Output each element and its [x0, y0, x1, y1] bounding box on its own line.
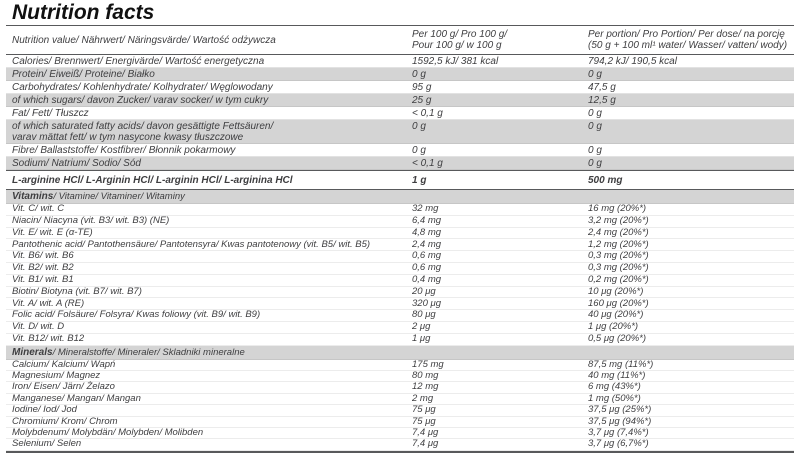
- row-label-text: of which sugars/ davon Zucker/ varav socker/ w tym cukry: [12, 94, 269, 106]
- row-label: [6, 158, 412, 169]
- row-label: [6, 69, 412, 80]
- per-100g-value: 12 mg: [412, 381, 439, 393]
- table-row: [6, 310, 794, 322]
- per-portion-value: 0,2 mg (20%*): [588, 273, 649, 285]
- table-row: [6, 394, 794, 405]
- header-per-portion-line2: (50 g + 100 ml¹ water/ Wasser/ vatten/ wody): [588, 40, 788, 51]
- table-row: [6, 251, 794, 263]
- table-row: [6, 81, 794, 94]
- row-label: [6, 299, 412, 310]
- per-portion-value: 160 μg (20%*): [588, 297, 649, 309]
- row-label: [6, 175, 412, 186]
- per-100g-value: 80 μg: [412, 309, 436, 321]
- per-portion-value: 47,5 g: [588, 81, 616, 93]
- per-100g-value: 0 g: [412, 144, 426, 156]
- row-label-text: / Mineralstoffe/ Mineraler/ Skladniki mineralne: [52, 346, 245, 358]
- per-100g-value: 1 μg: [412, 332, 431, 344]
- row-label-text: Vit. C/ wit. C: [12, 203, 65, 215]
- per-100g-value: 7,4 μg: [412, 426, 439, 438]
- per-portion-value: 2,4 mg (20%*): [588, 226, 649, 238]
- per-100g-value: 0,6 mg: [412, 250, 442, 262]
- per-portion-value: 0 g: [588, 121, 602, 132]
- per-100g-value: 0 g: [412, 121, 426, 132]
- per-portion-value: 6 mg (43%*): [588, 381, 641, 393]
- row-label-text: Vit. B1/ wit. B1: [12, 273, 74, 285]
- header-per-100g-line2: Pour 100 g/ w 100 g: [412, 40, 502, 51]
- per-portion-value: 0 g: [588, 157, 602, 169]
- row-label: [6, 204, 412, 215]
- per-portion-value: 0,3 mg (20%*): [588, 262, 649, 274]
- per-portion-value: 3,2 mg (20%*): [588, 214, 649, 226]
- per-100g-value: 1 g: [412, 174, 427, 186]
- per-portion-value: 37,5 μg (94%*): [588, 415, 652, 427]
- row-label-text: Selenium/ Selen: [12, 438, 82, 450]
- per-portion-value: 3,7 μg (7,4%*): [588, 426, 649, 438]
- row-label: [6, 417, 412, 428]
- per-portion-value: 0,3 mg (20%*): [588, 250, 649, 262]
- row-label: [6, 310, 412, 321]
- row-label-text: Folic acid/ Folsäure/ Folsyra/ Kwas foliowy (vit. B9/ wit. B9): [12, 309, 261, 321]
- per-100g-value: 2,4 mg: [412, 238, 442, 250]
- row-label: [6, 191, 412, 202]
- per-100g-value: < 0,1 g: [412, 107, 443, 119]
- per-portion-value: 1,2 mg (20%*): [588, 238, 649, 250]
- row-label-text: Carbohydrates/ Kohlenhydrate/ Kolhydrater/ Węglowodany: [12, 81, 273, 93]
- per-portion-value: 1 mg (50%*): [588, 392, 641, 404]
- row-label: [6, 287, 412, 298]
- per-100g-value: 6,4 mg: [412, 214, 442, 226]
- per-100g-value: 175 mg: [412, 358, 444, 370]
- table-row: [6, 157, 794, 170]
- row-label: [6, 439, 412, 450]
- per-portion-value: 0 g: [588, 68, 602, 80]
- table-row: [6, 322, 794, 334]
- row-label-text: Chromium/ Krom/ Chrom: [12, 415, 118, 427]
- per-100g-value: 7,4 μg: [412, 438, 439, 450]
- row-label-text: Vit. B12/ wit. B12: [12, 332, 85, 344]
- per-portion-value: 10 μg (20%*): [588, 285, 644, 297]
- row-label-text: Niacin/ Niacyna (vit. B3/ wit. B3) (NE): [12, 214, 170, 226]
- header-nutrition-value: Nutrition value/ Nährwert/ Näringsvärde/ Wartość odżywcza: [12, 34, 276, 46]
- header-per-portion-line1: Per portion/ Pro Portion/ Per dose/ na porcję: [588, 29, 785, 40]
- row-label: [6, 108, 412, 119]
- table-row: [6, 120, 794, 144]
- per-100g-value: 320 μg: [412, 297, 441, 309]
- per-100g-value: 2 μg: [412, 321, 431, 333]
- row-label: [6, 121, 412, 143]
- per-portion-value: 37,5 μg (25%*): [588, 404, 652, 416]
- row-label-text: Magnesium/ Magnez: [12, 369, 101, 381]
- table-row: [6, 439, 794, 450]
- table-row: [6, 94, 794, 107]
- table-row: [6, 287, 794, 299]
- per-100g-value: 32 mg: [412, 203, 439, 215]
- row-label: [6, 334, 412, 345]
- table-row: [6, 216, 794, 228]
- table-row: [6, 371, 794, 382]
- per-100g-value: 0,4 mg: [412, 273, 442, 285]
- per-100g-value: 0 g: [412, 68, 426, 80]
- table-row: [6, 170, 794, 190]
- per-portion-value: 40 μg (20%*): [588, 309, 644, 321]
- row-label-text: Vit. A/ wit. A (RE): [12, 297, 85, 309]
- per-100g-value: 2 mg: [412, 392, 434, 404]
- nutrition-table: [6, 25, 794, 453]
- row-label: [6, 56, 412, 67]
- row-label-text: Iodine/ Iod/ Jod: [12, 404, 77, 416]
- per-portion-value: 0,5 μg (20%*): [588, 332, 647, 344]
- table-row: [6, 144, 794, 157]
- table-row: [6, 68, 794, 81]
- table-row: [6, 334, 794, 346]
- row-label: [6, 275, 412, 286]
- table-body: [6, 55, 794, 451]
- row-label: [6, 360, 412, 371]
- row-label-text: Calories/ Brennwert/ Energivärde/ Wartość energetyczna: [12, 55, 265, 67]
- per-100g-value: 0,6 mg: [412, 262, 442, 274]
- row-label: [6, 145, 412, 156]
- per-100g-value: 1592,5 kJ/ 381 kcal: [412, 55, 499, 67]
- row-label: [6, 394, 412, 405]
- row-label-text: Calcium/ Kalcium/ Wapń: [12, 358, 116, 370]
- row-label-text: Fibre/ Ballaststoffe/ Kostfibrer/ Błonnik pokarmowy: [12, 144, 236, 156]
- section-title: Minerals: [12, 346, 53, 358]
- row-label: [6, 95, 412, 106]
- table-header-row: [6, 26, 794, 55]
- row-label: [6, 405, 412, 416]
- per-100g-value: 25 g: [412, 94, 432, 106]
- row-label-text: Manganese/ Mangan/ Mangan: [12, 392, 141, 404]
- row-label: [6, 240, 412, 251]
- row-label: [6, 371, 412, 382]
- row-label-text: L-arginine HCl/ L-Arginin HCl/ L-arginin HCl/ L-arginina HCl: [12, 174, 293, 186]
- row-label-text: Vit. B6/ wit. B6: [12, 250, 74, 262]
- per-100g-value: 20 μg: [412, 285, 436, 297]
- row-label-text: Pantothenic acid/ Pantothensäure/ Pantotensyra/ Kwas pantotenowy (vit. B5/ wit. B5): [12, 238, 371, 250]
- per-100g-value: < 0,1 g: [412, 157, 443, 169]
- row-label-line2: varav mättat fett/ w tym nasycone kwasy tłuszczowe: [12, 132, 244, 143]
- per-portion-value: 40 mg (11%*): [588, 369, 646, 381]
- row-label-text: Sodium/ Natrium/ Sodio/ Sód: [12, 157, 141, 169]
- row-label: [6, 82, 412, 93]
- row-label: [6, 251, 412, 262]
- table-row: [6, 239, 794, 251]
- row-label-text: Biotin/ Biotyna (vit. B7/ wit. B7): [12, 285, 142, 297]
- table-row: [6, 107, 794, 120]
- row-label-text: Vit. B2/ wit. B2: [12, 262, 74, 274]
- section-header-row: [6, 190, 794, 204]
- header-per-100g: [412, 29, 588, 51]
- row-label: [6, 347, 412, 358]
- table-row: [6, 428, 794, 439]
- row-label: [6, 263, 412, 274]
- per-portion-value: 0 g: [588, 107, 602, 119]
- table-row: [6, 405, 794, 416]
- row-label-text: of which saturated fatty acids/ davon gesättigte Fettsäuren/: [12, 121, 274, 132]
- row-label-text: / Vitamine/ Vitaminer/ Witaminy: [53, 191, 185, 202]
- table-row: [6, 55, 794, 68]
- per-100g-value: 75 μg: [412, 415, 436, 427]
- header-per-100g-line1: Per 100 g/ Pro 100 g/: [412, 29, 508, 40]
- row-label: [6, 428, 412, 439]
- per-portion-value: 16 mg (20%*): [588, 203, 647, 215]
- table-row: [6, 263, 794, 275]
- row-label-text: Fat/ Fett/ Tłuszcz: [12, 107, 89, 119]
- row-label-text: Vit. E/ wit. E (α-TE): [12, 226, 93, 238]
- per-100g-value: 95 g: [412, 81, 432, 93]
- row-label: [6, 382, 412, 393]
- per-portion-value: 87,5 mg (11%*): [588, 358, 654, 370]
- row-label-text: Molybdenum/ Molybdän/ Molybden/ Molibden: [12, 426, 204, 438]
- section-header-row: [6, 346, 794, 360]
- row-label: [6, 216, 412, 227]
- row-label-text: Protein/ Eiweiß/ Proteine/ Białko: [12, 68, 155, 80]
- row-label: [6, 322, 412, 333]
- table-row: [6, 360, 794, 371]
- per-100g-value: 80 mg: [412, 369, 439, 381]
- row-label-text: Vit. D/ wit. D: [12, 321, 65, 333]
- per-100g-value: 4,8 mg: [412, 226, 442, 238]
- per-portion-value: 794,2 kJ/ 190,5 kcal: [588, 55, 677, 67]
- section-title: Vitamins: [12, 191, 54, 202]
- per-portion-value: 500 mg: [588, 174, 623, 186]
- per-portion-value: 0 g: [588, 144, 602, 156]
- per-portion-value: 3,7 μg (6,7%*): [588, 438, 649, 450]
- per-100g-value: 75 μg: [412, 404, 436, 416]
- per-portion-value: 12,5 g: [588, 94, 616, 106]
- row-label-text: Iron/ Eisen/ Järn/ Żelazo: [12, 381, 115, 393]
- row-label: [6, 228, 412, 239]
- page-title: Nutrition facts: [12, 1, 155, 24]
- header-per-portion: [588, 29, 794, 51]
- per-portion-value: 1 μg (20%*): [588, 321, 639, 333]
